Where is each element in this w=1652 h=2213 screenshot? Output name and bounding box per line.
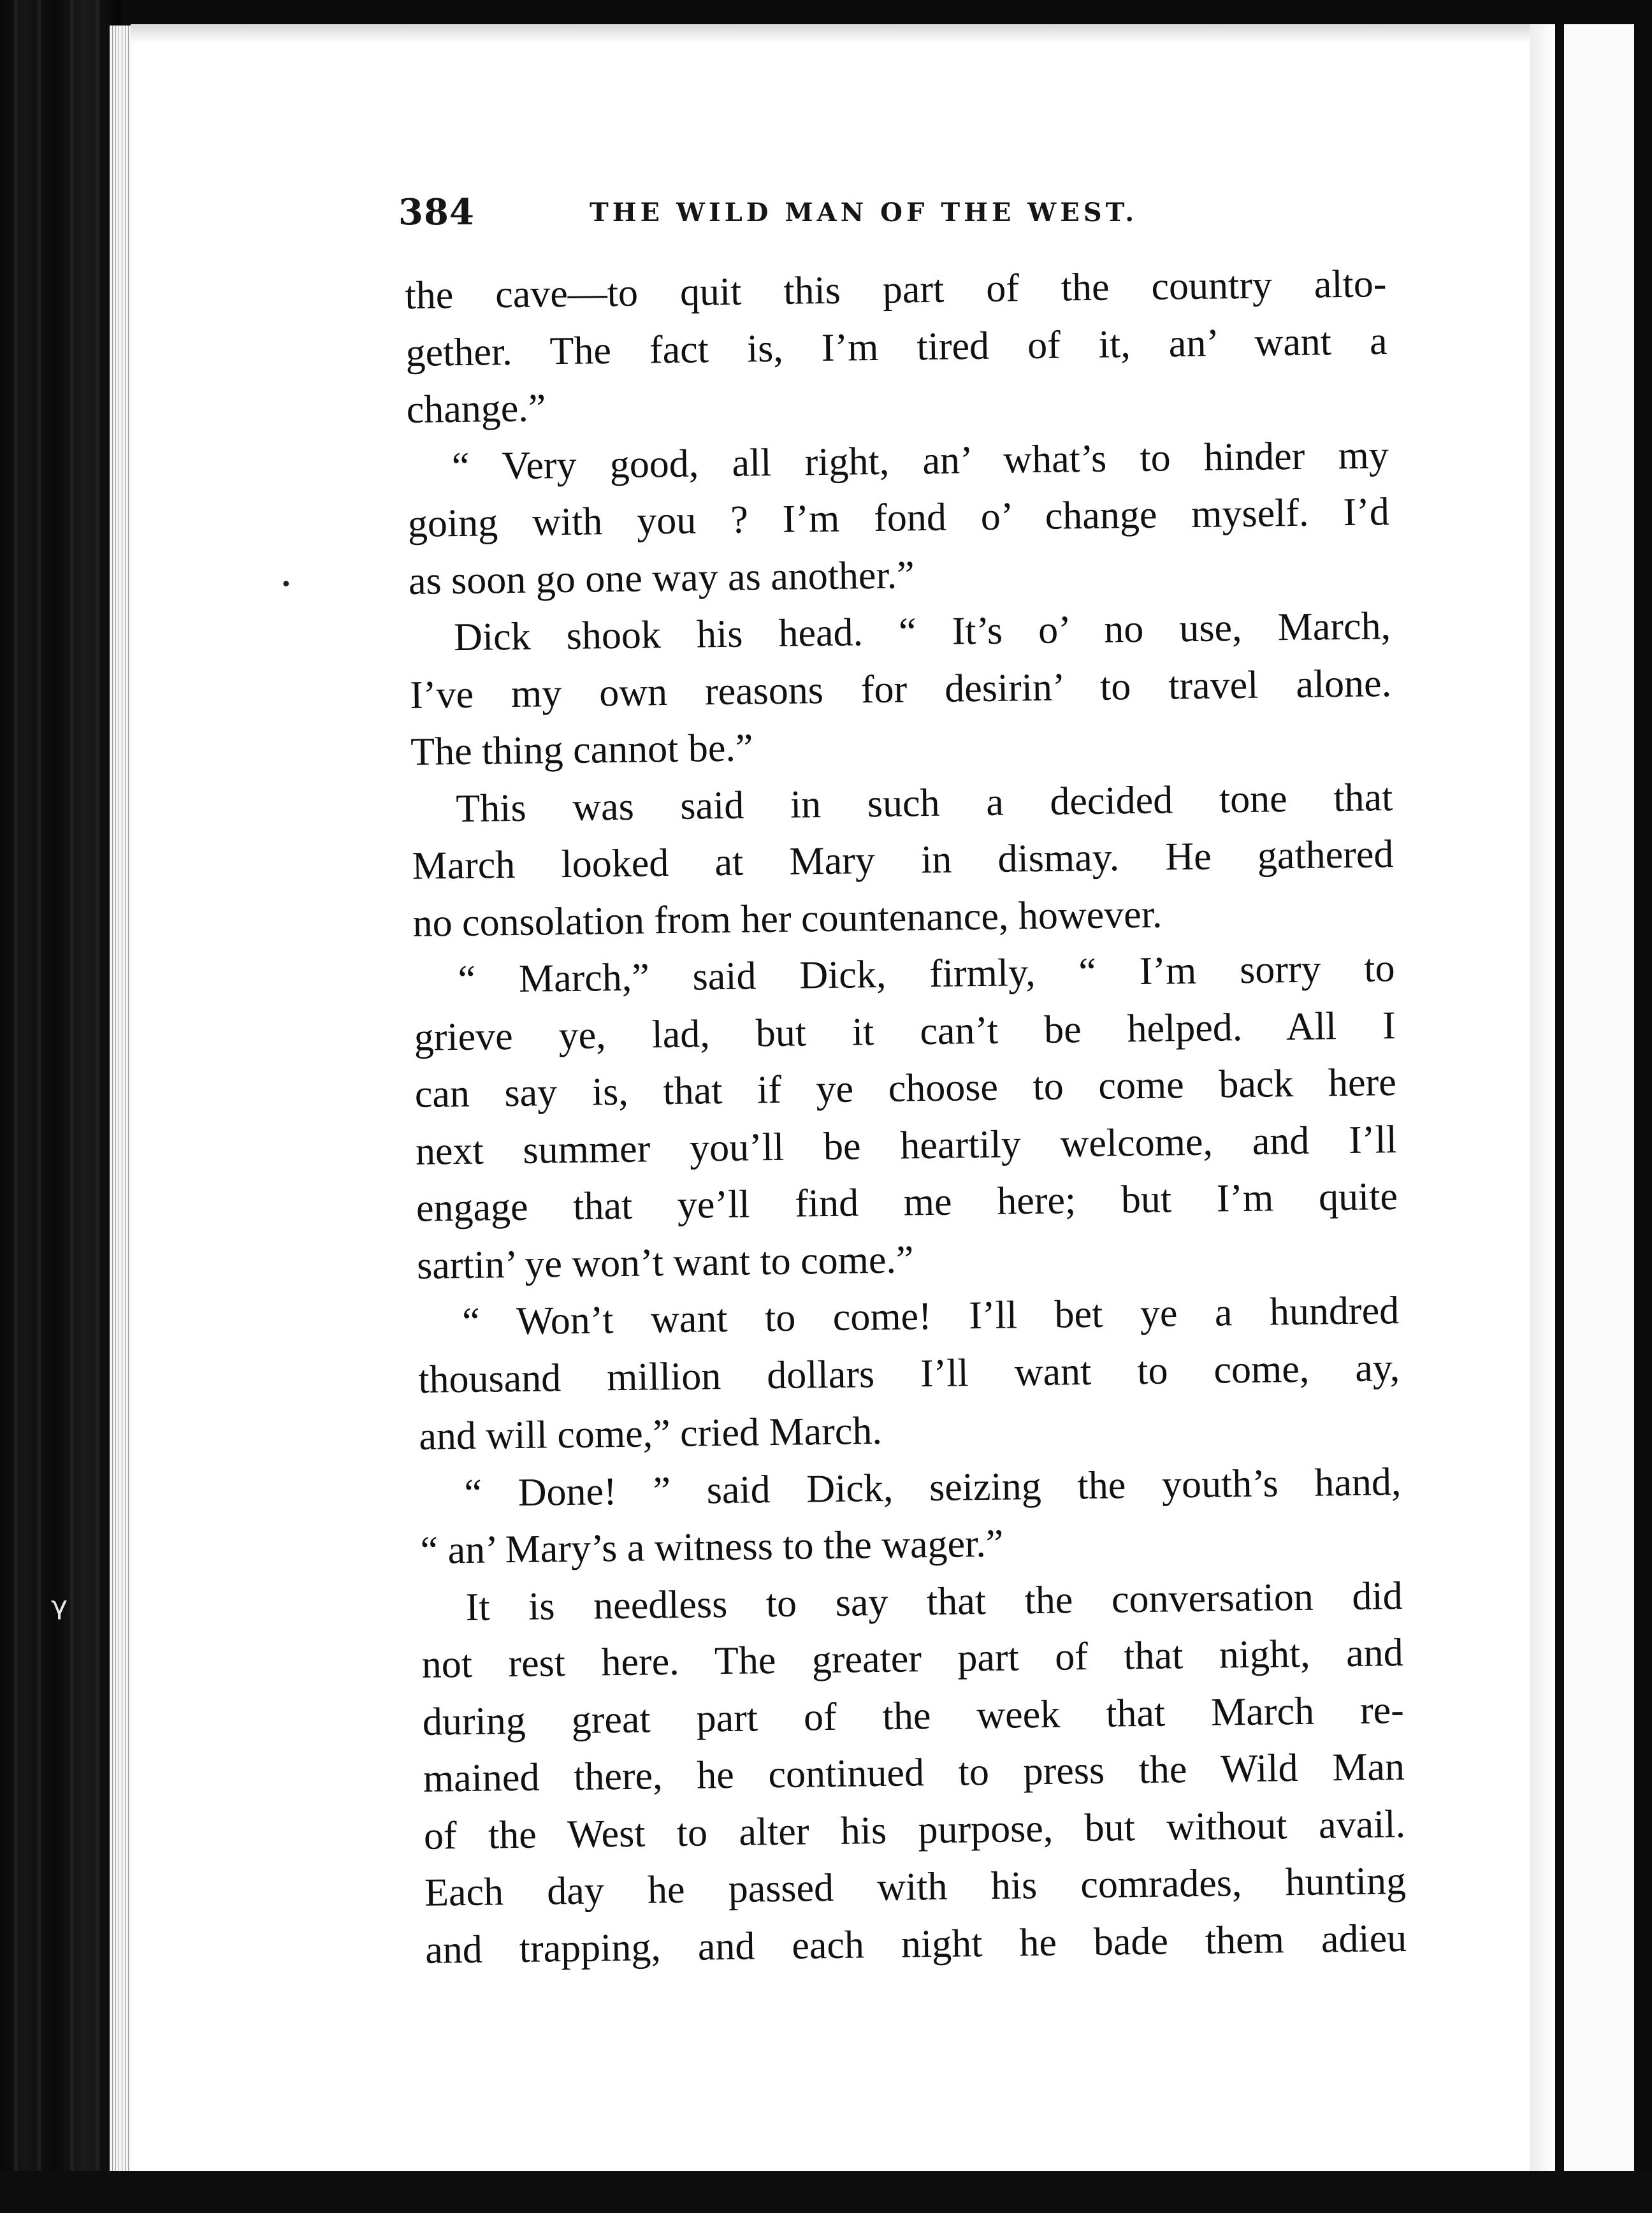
text-line: change.” — [406, 386, 546, 432]
text-line: March looked at Mary in dismay. He gathered — [412, 832, 1394, 888]
spine-streak — [70, 0, 74, 2213]
paragraph — [421, 1568, 1407, 1979]
text-line: grieve ye, lad, but it can’t be helped. All I — [414, 1003, 1396, 1059]
text-line: next summer you’ll be heartily welcome, and I’ll — [415, 1117, 1398, 1173]
paragraph — [419, 1454, 1402, 1580]
paragraph — [409, 598, 1393, 781]
text-line: of the West to alter his purpose, but without avail. — [423, 1802, 1406, 1858]
text-line: and trapping, and each night he bade them adieu — [424, 1916, 1407, 1972]
margin-speck: • — [280, 574, 292, 596]
text-line: during great part of the week that March re- — [422, 1688, 1405, 1744]
paragraph — [407, 427, 1390, 610]
page-top-shade — [131, 24, 1530, 43]
text-line: engage that ye’ll find me here; but I’m quite — [416, 1175, 1398, 1230]
text-line: and will come,” cried March. — [418, 1409, 883, 1458]
text-line: “ March,” said Dick, firmly, “ I’m sorry to — [458, 947, 1395, 1002]
text-line: gether. The fact is, I’m tired of it, an’ want a — [405, 319, 1388, 375]
text-line: Each day he passed with his comrades, hunting — [424, 1859, 1407, 1915]
binding-thread-mark: ᵞ — [51, 1587, 68, 1639]
text-line: “ Very good, all right, an’ what’s to hinder my — [451, 433, 1389, 488]
page-number: 384 — [398, 191, 475, 233]
spine-streak — [96, 0, 99, 2213]
text-line: “ Won’t want to come! I’ll bet ye a hundred — [461, 1289, 1400, 1344]
body-text — [405, 256, 1407, 1979]
text-line: not rest here. The greater part of that night, and — [421, 1631, 1404, 1687]
text-line: going with you ? I’m fond o’ change myself. I’d — [407, 490, 1390, 546]
spine-streak — [14, 0, 18, 2213]
text-line: The thing cannot be.” — [410, 726, 753, 774]
facing-page-edge — [1564, 24, 1634, 2171]
text-line: “ Done! ” said Dick, seizing the youth’s hand, — [464, 1460, 1402, 1515]
text-line: sartin’ ye won’t want to come.” — [416, 1237, 914, 1288]
text-line: mained there, he continued to press the Wild Man — [423, 1745, 1405, 1801]
scan-bottom-border — [0, 2171, 1652, 2213]
paragraph — [413, 940, 1398, 1295]
book-spine — [0, 0, 121, 2213]
paragraph — [411, 769, 1395, 952]
page-gutter-shadow — [1530, 24, 1555, 2171]
text-line: thousand million dollars I’ll want to come, ay, — [417, 1346, 1400, 1402]
running-header — [398, 191, 1393, 242]
text-line: no consolation from her countenance, however. — [412, 892, 1163, 945]
page-divider — [1555, 24, 1564, 2171]
paragraph — [405, 256, 1388, 439]
running-head-title: THE WILD MAN OF THE WEST. — [590, 198, 1138, 228]
text-line: It is needless to say that the conversation did — [465, 1574, 1403, 1629]
paragraph — [417, 1282, 1401, 1465]
text-line: Dick shook his head. “ It’s o’ no use, March, — [453, 604, 1391, 660]
text-line: can say is, that if ye choose to come back here — [414, 1061, 1397, 1116]
text-line: This was said in such a decided tone that — [455, 775, 1393, 831]
spine-streak — [37, 0, 41, 2213]
text-line: as soon go one way as another.” — [408, 553, 915, 603]
text-line: I’ve my own reasons for desirin’ to travel alone. — [409, 661, 1392, 717]
text-line: “ an’ Mary’s a witness to the wager.” — [420, 1521, 1004, 1572]
text-line: the cave—to quit this part of the country alto- — [405, 262, 1387, 317]
